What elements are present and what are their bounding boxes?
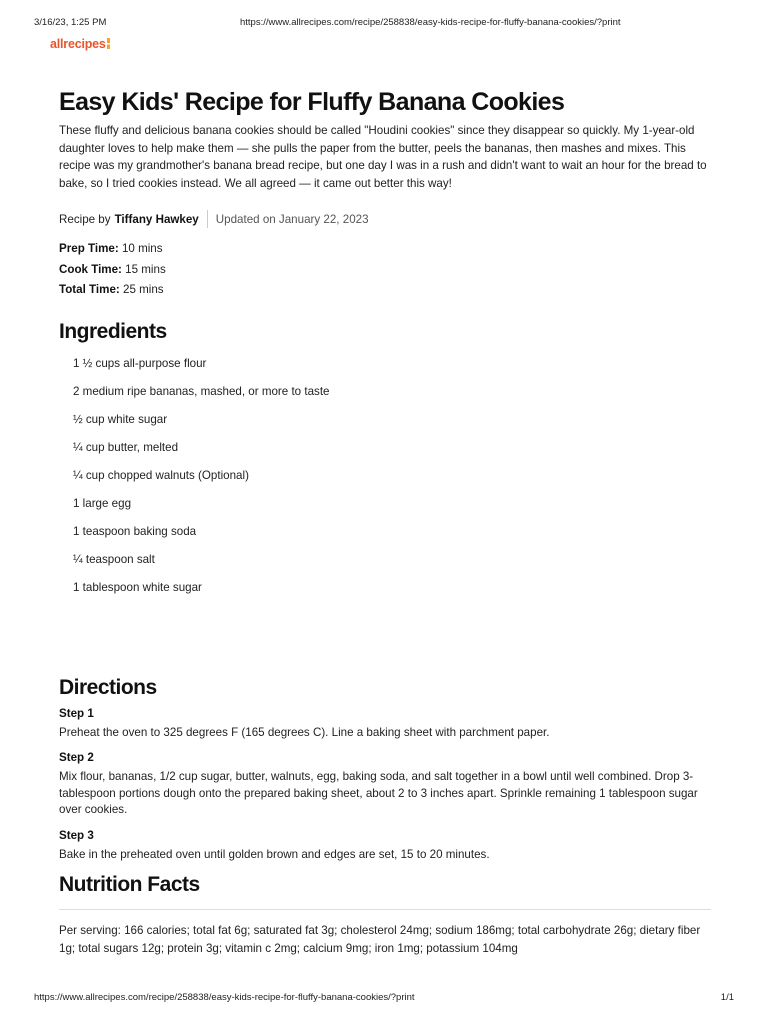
step-3 [59,827,711,864]
step-text: Preheat the oven to 325 degrees F (165 degrees C). Line a baking sheet with parchment paper. [59,725,550,739]
allrecipes-logo[interactable] [50,37,110,51]
ingredient-item: ¼ teaspoon salt [73,552,155,566]
print-header-url[interactable]: https://www.allrecipes.com/recipe/258838/easy-kids-recipe-for-fluffy-banana-cookies/?print [240,17,621,28]
ingredient-item: ¼ cup chopped walnuts (Optional) [73,468,249,482]
print-footer-url[interactable]: https://www.allrecipes.com/recipe/258838/easy-kids-recipe-for-fluffy-banana-cookies/?print [34,992,415,1003]
prep-time [59,239,711,260]
cook-time [59,260,711,281]
ingredients-list [59,354,711,606]
print-timestamp: 3/16/23, 1:25 PM [34,17,107,28]
nutrition-facts: Per serving: 166 calories; total fat 6g; saturated fat 3g; cholesterol 24mg; sodium 186mg; total carbohydrate 26g; dietary fiber 1g; total sugars 12g; protein 3g; vitamin c 2mg; calcium 9mg; iron 1mg; potassium 104mg [59,924,701,955]
step-2 [59,749,711,819]
step-label: Step 3 [59,828,94,842]
step-text: Bake in the preheated oven until golden brown and edges are set, 15 to 20 minutes. [59,847,490,861]
recipe-content [59,86,711,958]
print-footer [34,992,734,1006]
recipe-title: Easy Kids' Recipe for Fluffy Banana Cookies [59,88,565,116]
ingredient-item: 1 teaspoon baking soda [73,524,197,538]
step-1 [59,705,711,742]
ingredient-item: 1 ½ cups all-purpose flour [73,356,207,370]
step-label: Step 2 [59,751,94,764]
page-number: 1/1 [720,992,734,1003]
time-label: Total Time: [59,283,120,296]
ingredient-item: ¼ cup butter, melted [73,440,179,454]
recipe-intro: These fluffy and delicious banana cookies should be called "Houdini cookies" since they disappear so quickly. My 1-year-old daughter loves to help make them — she pulls the paper from the butter, peels the bananas, then mashes and mixes. This recipe was my grandmother's banana bread recipe, but one day I was in a rush and didn't want to wait an hour for the bread to bake, so I tried cookies instead. We all agreed — it came out better this way! [59,124,707,190]
updated-date: Updated on January 22, 2023 [215,212,369,226]
time-value: 25 mins [123,283,164,296]
print-header [34,17,734,31]
ingredient-item: ½ cup white sugar [73,412,168,426]
recipe-byline [59,209,711,229]
author-link[interactable]: Tiffany Hawkey [114,212,199,226]
byline-label: Recipe by [59,212,111,226]
time-label: Prep Time: [59,242,119,255]
nutrition-heading: Nutrition Facts [59,873,200,896]
byline-divider [207,210,208,228]
step-label: Step 1 [59,706,94,720]
time-value: 10 mins [121,242,163,255]
time-value: 15 mins [125,262,166,276]
ingredients-heading: Ingredients [59,319,167,343]
recipe-times [59,239,711,301]
ingredient-item: 1 tablespoon white sugar [73,580,202,594]
ingredient-item: 1 large egg [73,496,132,510]
ingredient-item: 2 medium ripe bananas, mashed, or more to taste [73,384,330,398]
logo-text: allrecipes [50,37,106,51]
time-label: Cook Time: [59,262,122,276]
logo-mark-icon [107,38,110,49]
total-time [59,280,711,301]
directions-heading: Directions [59,675,157,699]
nutrition-divider [59,909,711,910]
step-text: Mix flour, bananas, 1/2 cup sugar, butter, walnuts, egg, baking soda, and salt together in a bowl until well combined. Drop 3-tablespoon portions dough onto the prepared baking sheet, about 2 to 3 inches apart. Sprinkle remaining 1 tablespoon sugar over cookies. [59,770,698,816]
